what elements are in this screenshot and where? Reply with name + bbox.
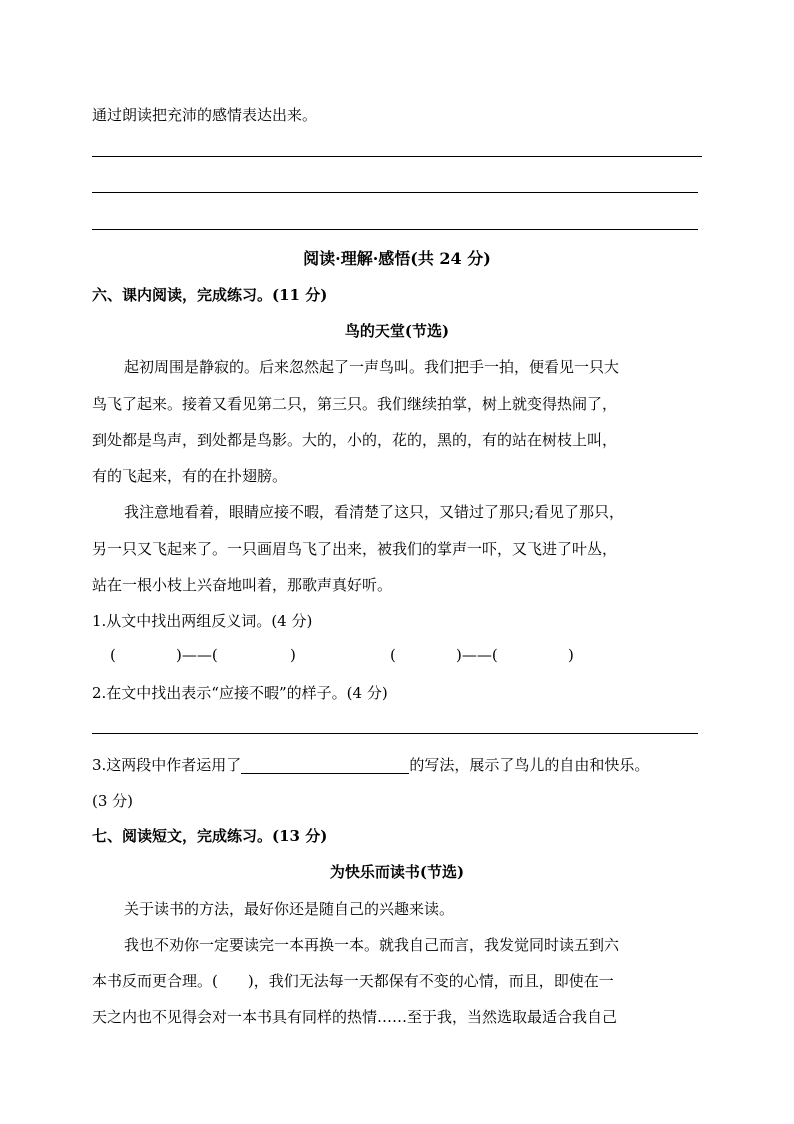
q6-sub3 — [92, 754, 649, 775]
pair1-left-paren: ( — [110, 646, 116, 664]
q6-p2-line: 另一只又飞起来了。一只画眉鸟飞了出来，被我们的掌声一吓，又飞进了叶丛， — [92, 540, 618, 558]
q7-p2-line: 天之内也不见得会对一本书具有同样的热情……至于我，当然选取最适合我自己 — [92, 1008, 618, 1026]
q7-p2-line: 我也不劝你一定要读完一本再换一本。就我自己而言，我发觉同时读五到六 — [124, 936, 620, 954]
q6-sub1-text: 1.从文中找出两组反义词。(4 分) — [92, 612, 313, 630]
q6-sub3-score: (3 分) — [92, 792, 134, 810]
q6-title: 鸟的天堂(节选) — [344, 322, 450, 340]
q6-p1-line: 到处都是鸟声，到处都是鸟影。大的，小的，花的，黑的，有的站在树枝上叫， — [92, 431, 618, 449]
q7-p2-line: 本书反而更合理。( )，我们无法每一天都保有不变的心情，而且，即使在一 — [92, 972, 614, 990]
sub3-blank[interactable] — [241, 757, 409, 774]
answer-line-2[interactable] — [92, 192, 698, 193]
q6-p2-line: 站在一根小枝上兴奋地叫着，那歌声真好听。 — [92, 576, 393, 594]
q7-heading: 七、阅读短文，完成练习。(13 分) — [92, 827, 328, 845]
answer-line-3[interactable] — [92, 229, 698, 230]
pair1-mid: )——( — [176, 646, 218, 664]
sub3-before: 3.这两段中作者运用了 — [92, 756, 242, 774]
q6-p1-line: 起初周围是静寂的。后来忽然起了一声鸟叫。我们把手一拍，便看见一只大 — [124, 358, 620, 376]
q7-title: 为快乐而读书(节选) — [329, 863, 465, 881]
pair2-left-paren: ( — [390, 646, 396, 664]
sub3-after: 的写法，展示了鸟儿的自由和快乐。 — [409, 756, 650, 774]
pair2-mid: )——( — [456, 646, 498, 664]
q6-sub2-text: 2.在文中找出表示“应接不暇”的样子。(4 分) — [92, 684, 388, 702]
q6-p1-line: 有的飞起来，有的在扑翅膀。 — [92, 467, 288, 485]
section-header: 阅读·理解·感悟(共 24 分) — [303, 249, 491, 268]
pair2-right-paren: ) — [568, 646, 574, 664]
q6-p2-line: 我注意地看着，眼睛应接不暇，看清楚了这只，又错过了那只;看见了那只， — [124, 503, 625, 521]
q7-paragraph-1: 关于读书的方法，最好你还是随自己的兴趣来读。 — [124, 900, 455, 918]
q6-heading: 六、课内阅读，完成练习。(11 分) — [92, 286, 328, 304]
pair1-right-paren: ) — [290, 646, 296, 664]
sub2-answer-line[interactable] — [92, 733, 698, 734]
q6-p1-line: 鸟飞了起来。接着又看见第二只，第三只。我们继续拍掌，树上就变得热闹了， — [92, 395, 618, 413]
answer-line-1[interactable] — [92, 156, 702, 157]
continuation-text: 通过朗读把充沛的感情表达出来。 — [92, 106, 318, 124]
